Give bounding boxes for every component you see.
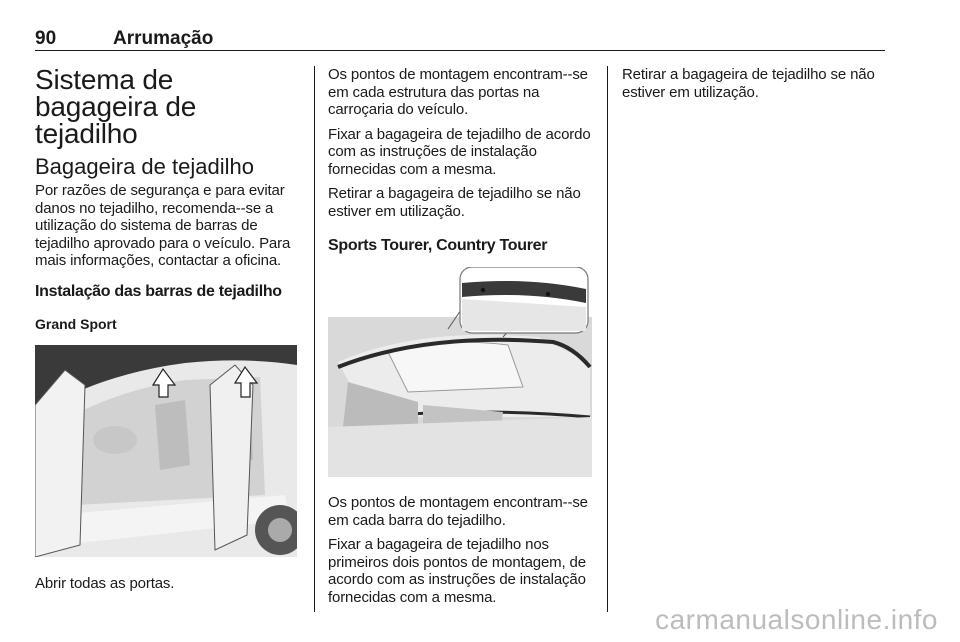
column-divider bbox=[607, 66, 608, 612]
caption-open-doors: Abrir todas as portas. bbox=[35, 574, 175, 592]
watermark: carmanualsonline.info bbox=[655, 604, 938, 635]
paragraph: Os pontos de montagem encontram--se em cada estrutura das portas na carroçaria do veículo. bbox=[328, 66, 588, 118]
sports-tourer-roof-rail-illustration bbox=[328, 267, 592, 477]
paragraph: Fixar a bagageira de tejadilho de acordo com as instruções de instalação fornecidas com a mesma. bbox=[328, 125, 591, 178]
paragraph: Retirar a bagageira de tejadilho se não estiver em utilização. bbox=[622, 66, 875, 101]
page-header bbox=[35, 26, 885, 51]
running-title: Arrumação bbox=[113, 28, 214, 49]
grand-sport-doors-illustration bbox=[35, 345, 297, 557]
sports-tourer-heading: Sports Tourer, Country Tourer bbox=[328, 237, 548, 254]
paragraph: Retirar a bagageira de tejadilho se não estiver em utilização. bbox=[328, 185, 581, 220]
column-left bbox=[35, 66, 297, 592]
column-middle bbox=[328, 66, 592, 606]
paragraph: Os pontos de montagem encontram--se em cada barra do tejadilho. bbox=[328, 494, 588, 529]
intro-paragraph: Por razões de segurança e para evitar danos no tejadilho, recomenda--se a utilização do sistema de barras de tejadilho aprovado para o veículo. Para mais informações, contactar a oficina. bbox=[35, 182, 291, 269]
installation-heading: Instalação das barras de tejadilho bbox=[35, 282, 282, 300]
column-divider bbox=[314, 66, 315, 612]
grand-sport-heading: Grand Sport bbox=[35, 315, 117, 332]
subsection-title: Bagageira de tejadilho bbox=[35, 154, 254, 179]
paragraph: Fixar a bagageira de tejadilho nos primeiros dois pontos de montagem, de acordo com as instruções de instalação fornecidas com a mesma. bbox=[328, 536, 586, 606]
section-title: Sistema de bagageira de tejadilho bbox=[35, 64, 197, 149]
column-right bbox=[622, 66, 884, 101]
page-number: 90 bbox=[35, 28, 57, 49]
